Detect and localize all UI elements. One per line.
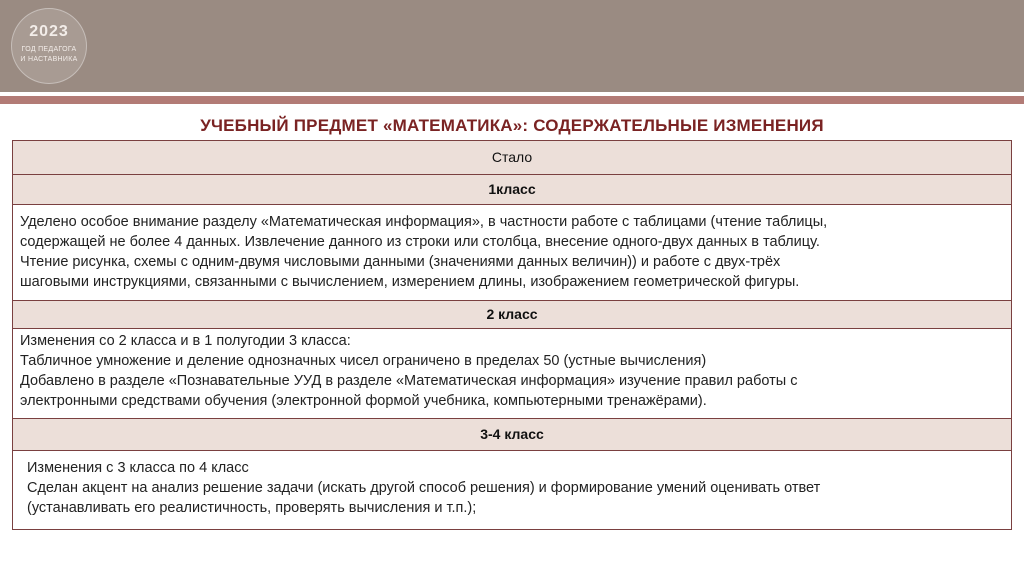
- text-line: Табличное умножение и деление однозначных чисел ограничено в пределах 50 (устные вычисления): [20, 353, 707, 369]
- text-line: содержащей не более 4 данных. Извлечение данного из строки или столбца, внесение одного-двух данных в таблицу.: [20, 234, 820, 250]
- section-body-grade-1: [13, 205, 1011, 301]
- section-body-grade-2: [13, 329, 1011, 419]
- section-body-grade-3-4: [13, 451, 1011, 529]
- text-line: шаговыми инструкциями, связанными с вычислением, измерением длины, изображением геометрической фигуры.: [20, 274, 800, 290]
- text-line: Добавлено в разделе «Познавательные УУД в разделе «Математическая информация» изучение правил работы с: [20, 373, 798, 389]
- section-heading-grade-1: 1класс: [13, 175, 1011, 205]
- text-line: электронными средствами обучения (электронной формой учебника, компьютерными тренажёрами).: [20, 393, 707, 409]
- text-line: Изменения с 3 класса по 4 класс: [27, 460, 249, 476]
- header-band: [0, 0, 1024, 92]
- text-line: (устанавливать его реалистичность, проверять вычисления и т.п.);: [27, 500, 477, 516]
- section-heading-grade-2: 2 класс: [13, 301, 1011, 329]
- logo-line-1: ГОД ПЕДАГОГА: [21, 46, 77, 53]
- text-line: Сделан акцент на анализ решение задачи (искать другой способ решения) и формирование умений оценивать ответ: [27, 480, 821, 496]
- table-header-stalo: Стало: [13, 141, 1011, 175]
- text-line: Чтение рисунка, схемы с одним-двумя числовыми данными (значениями данных величин)) и работе с двух-трёх: [20, 254, 781, 270]
- logo-line-2: И НАСТАВНИКА: [20, 56, 78, 63]
- section-heading-grade-3-4: 3-4 класс: [13, 419, 1011, 451]
- text-line: Уделено особое внимание разделу «Математическая информация», в частности работе с таблицами (чтение таблицы,: [20, 214, 828, 230]
- changes-table: [12, 140, 1012, 530]
- slide-title: УЧЕБНЫЙ ПРЕДМЕТ «МАТЕМАТИКА»: СОДЕРЖАТЕЛЬНЫЕ ИЗМЕНЕНИЯ: [200, 116, 824, 135]
- header-accent-line: [0, 96, 1024, 104]
- logo-year: 2023: [29, 23, 69, 40]
- text-line: Изменения со 2 класса и в 1 полугодии 3 класса:: [20, 333, 351, 349]
- year-logo: [11, 8, 87, 84]
